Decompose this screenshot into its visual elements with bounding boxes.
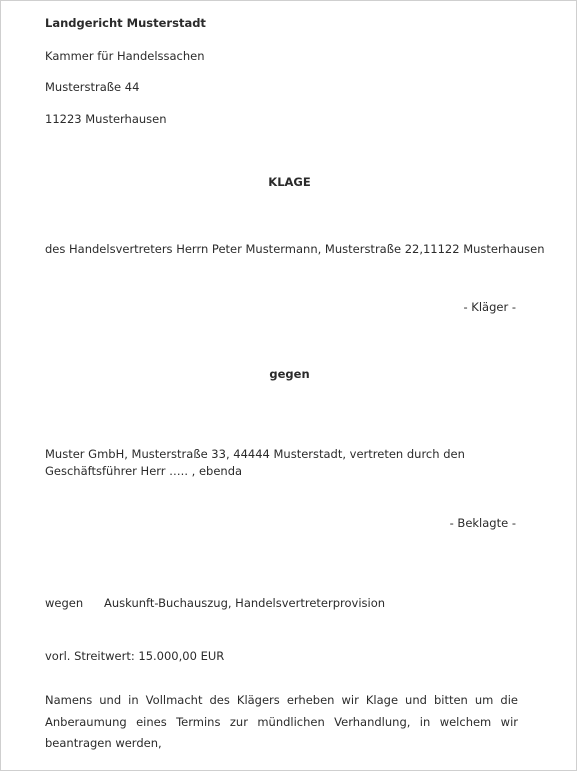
subject-text: Auskunft-Buchauszug, Handelsvertreterprovision [104, 596, 386, 610]
defendant-role: - Beklagte - [449, 516, 516, 530]
versus-label: gegen [269, 367, 310, 381]
document-title: KLAGE [268, 175, 311, 189]
court-name: Landgericht Musterstadt [45, 16, 206, 30]
dispute-value: vorl. Streitwert: 15.000,00 EUR [45, 649, 225, 663]
court-chamber: Kammer für Handelssachen [45, 49, 205, 63]
court-street: Musterstraße 44 [45, 80, 140, 94]
body-paragraph: Namens und in Vollmacht des Klägers erheben wir Klage und bitten um die Anberaumung eines Termins zur mündlichen Verhandlung, in welchem wir beantragen werden, [45, 693, 518, 750]
defendant-line-2: Geschäftsführer Herr ….. , ebenda [45, 464, 243, 478]
subject-label: wegen [45, 596, 84, 610]
plaintiff-role: - Kläger - [463, 300, 516, 314]
subject-line [45, 595, 385, 611]
court-city: 11223 Musterhausen [45, 112, 167, 126]
defendant-line-1: Muster GmbH, Musterstraße 33, 44444 Musterstadt, vertreten durch den [45, 447, 465, 461]
plaintiff-line: des Handelsvertreters Herrn Peter Mustermann, Musterstraße 22,11122 Musterhausen [45, 242, 545, 256]
